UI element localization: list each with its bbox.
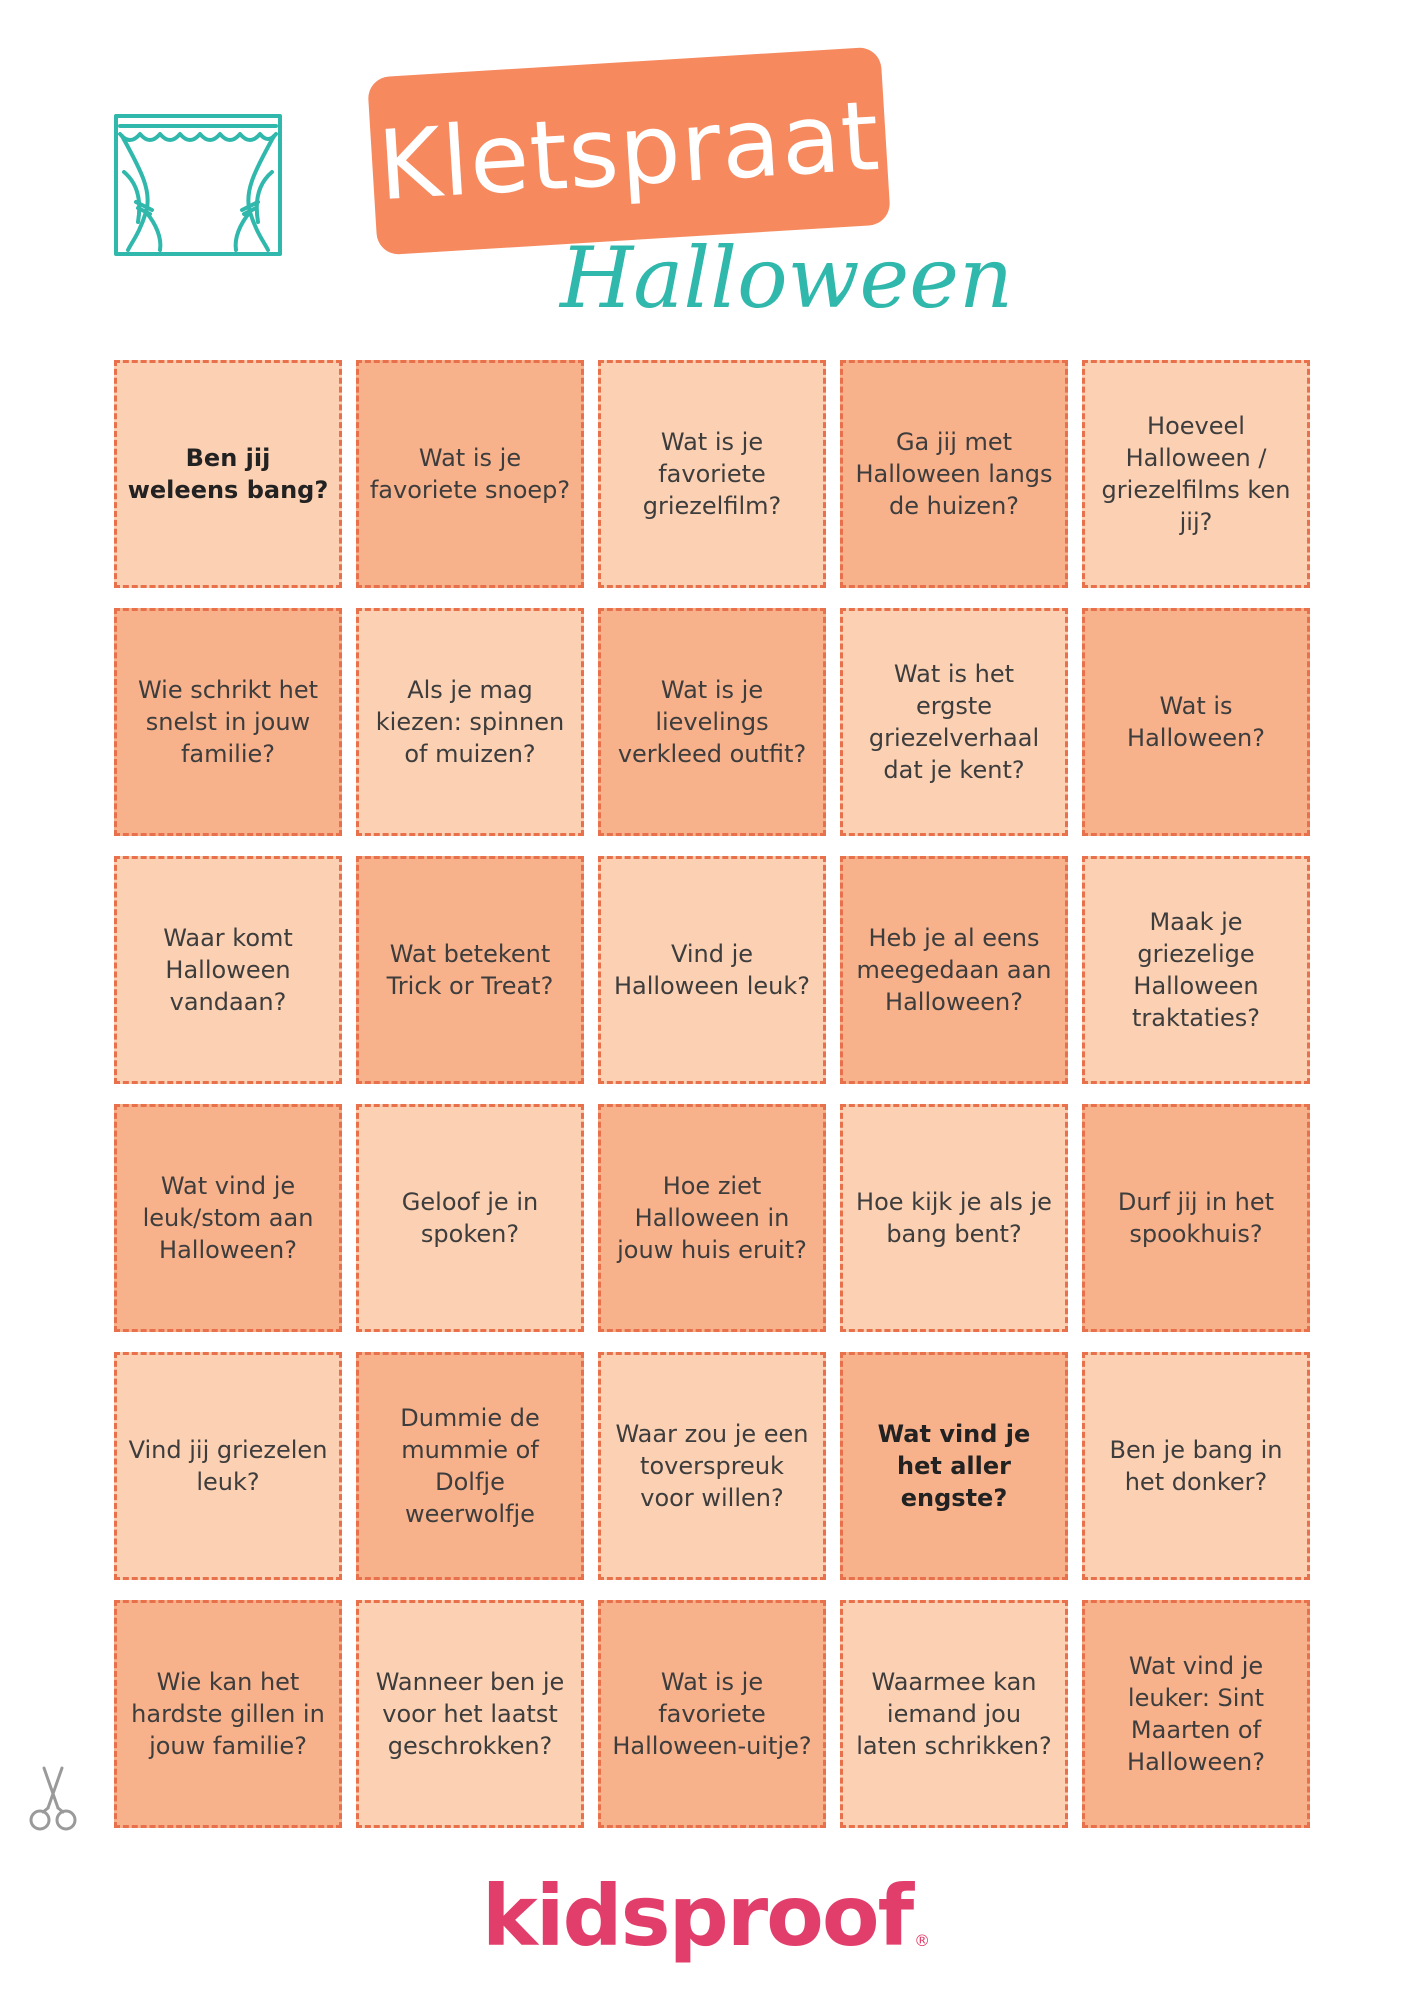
question-text: Wat vind je leuker: Sint Maarten of Halloween? (1127, 1652, 1265, 1776)
question-card (114, 1104, 342, 1332)
question-card (1082, 360, 1310, 588)
question-text: Vind jij griezelen leuk? (128, 1436, 328, 1496)
question-card (114, 856, 342, 1084)
question-text: Ben jij weleens bang? (127, 444, 329, 504)
kidsproof-logo (481, 1866, 929, 1966)
question-text: Waar zou je een toverspreuk voor willen? (615, 1420, 809, 1512)
question-card (114, 1352, 342, 1580)
question-card (356, 360, 584, 588)
question-text: Ga jij met Halloween langs de huizen? (855, 428, 1053, 520)
question-card (356, 1104, 584, 1332)
question-card (598, 360, 826, 588)
question-text: Wanneer ben je voor het laatst geschrokken? (375, 1668, 565, 1760)
question-card (356, 608, 584, 836)
question-card (114, 608, 342, 836)
question-card (840, 1352, 1068, 1580)
question-card (598, 856, 826, 1084)
question-card (840, 1104, 1068, 1332)
question-card (356, 1352, 584, 1580)
question-card (598, 1104, 826, 1332)
question-text: Wat vind je leuk/stom aan Halloween? (142, 1172, 314, 1264)
question-card (356, 856, 584, 1084)
question-card (1082, 608, 1310, 836)
question-text: Geloof je in spoken? (401, 1188, 539, 1248)
question-text: Ben je bang in het donker? (1109, 1436, 1283, 1496)
question-card (840, 856, 1068, 1084)
question-card (598, 608, 826, 836)
question-text: Dummie de mummie of Dolfje weerwolfje (400, 1404, 540, 1528)
registered-mark: ® (914, 1931, 929, 1950)
question-card (598, 1600, 826, 1828)
question-text: Waarmee kan iemand jou laten schrikken? (856, 1668, 1052, 1760)
logo-text: kidsproof (481, 1867, 913, 1965)
question-text: Als je mag kiezen: spinnen of muizen? (375, 676, 565, 768)
question-card (840, 608, 1068, 836)
question-card (1082, 1352, 1310, 1580)
question-text: Wat is je lievelings verkleed outfit? (617, 676, 807, 768)
question-card (840, 360, 1068, 588)
question-text: Wie schrikt het snelst in jouw familie? (137, 676, 319, 768)
conversation-card-grid (114, 360, 1310, 1828)
question-card (598, 1352, 826, 1580)
question-text: Wat is je favoriete snoep? (369, 444, 571, 504)
scissors-icon (24, 1764, 82, 1834)
question-card (114, 1600, 342, 1828)
question-text: Hoe kijk je als je bang bent? (856, 1188, 1052, 1248)
title-banner (367, 46, 891, 255)
question-text: Waar komt Halloween vandaan? (163, 924, 293, 1016)
question-text: Maak je griezelige Halloween traktaties? (1131, 908, 1261, 1032)
question-text: Durf jij in het spookhuis? (1117, 1188, 1275, 1248)
page-title: Kletspraat (375, 79, 883, 223)
theater-curtain-icon (112, 112, 284, 258)
question-card (1082, 1104, 1310, 1332)
question-text: Wat is je favoriete Halloween-uitje? (612, 1668, 812, 1760)
question-text: Wat vind je het aller engste? (877, 1420, 1031, 1512)
question-card (1082, 856, 1310, 1084)
question-text: Hoe ziet Halloween in jouw huis eruit? (617, 1172, 807, 1264)
question-text: Wat is je favoriete griezelfilm? (642, 428, 782, 520)
question-text: Wat betekent Trick or Treat? (386, 940, 554, 1000)
question-text: Wat is het ergste griezelverhaal dat je kent? (868, 660, 1040, 784)
page-subtitle: Halloween (560, 229, 1014, 327)
question-text: Vind je Halloween leuk? (613, 940, 811, 1000)
question-card (114, 360, 342, 588)
question-card (840, 1600, 1068, 1828)
question-text: Wie kan het hardste gillen in jouw familie? (131, 1668, 325, 1760)
question-text: Heb je al eens meegedaan aan Halloween? (856, 924, 1052, 1016)
question-card (1082, 1600, 1310, 1828)
question-text: Wat is Halloween? (1127, 692, 1265, 752)
question-card (356, 1600, 584, 1828)
question-text: Hoeveel Halloween / griezelfilms ken jij? (1101, 412, 1291, 536)
